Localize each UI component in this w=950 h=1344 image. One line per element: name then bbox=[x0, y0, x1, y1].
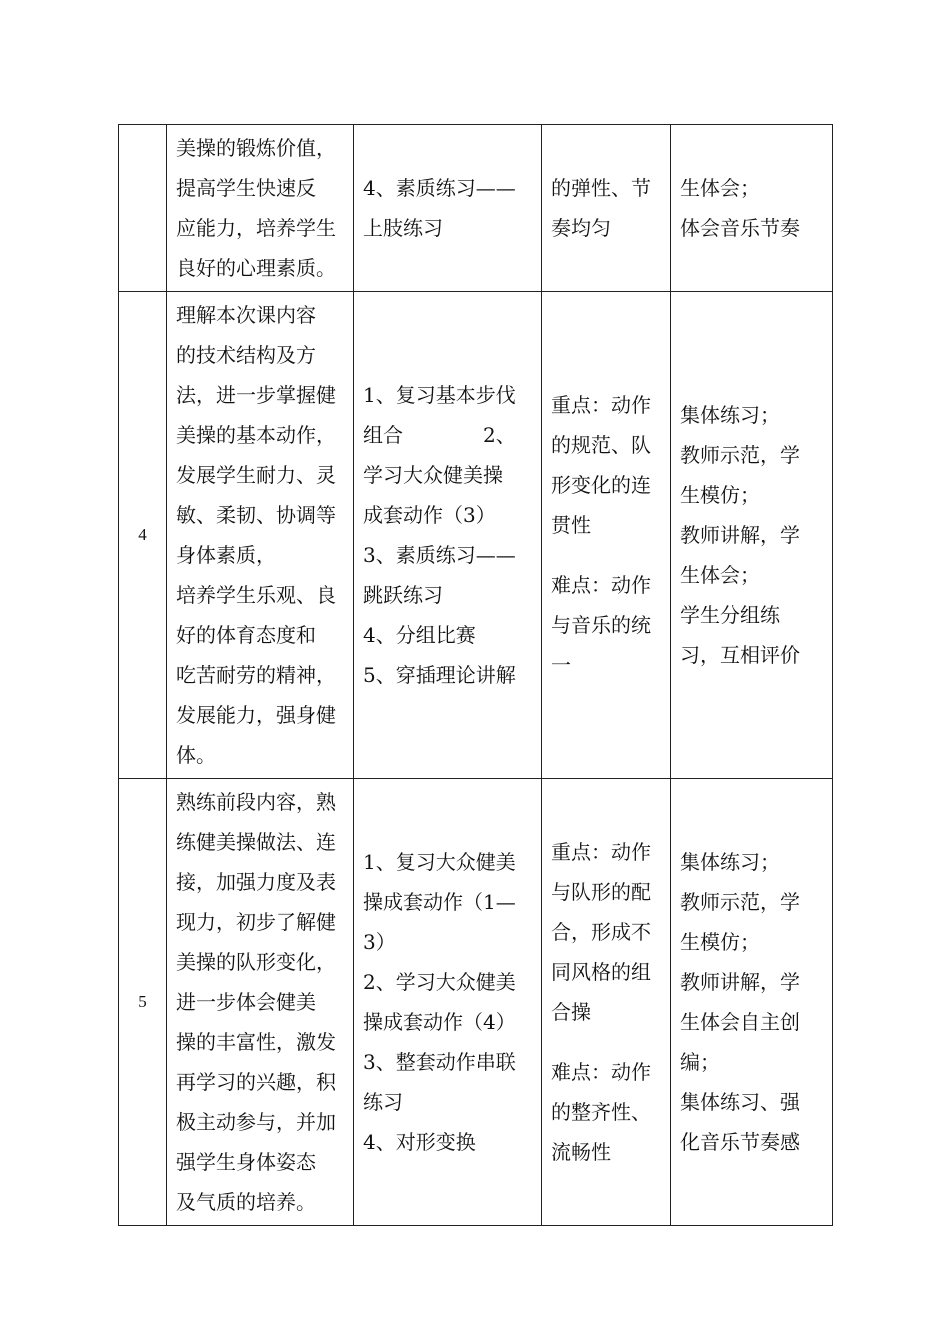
objectives-cell bbox=[167, 125, 354, 292]
content-line: 1、复习大众健美 bbox=[363, 850, 516, 874]
content-line: 4、素质练习—— bbox=[363, 176, 516, 200]
methods-line: 生模仿； bbox=[680, 930, 760, 954]
objectives-line: 操的丰富性，激发 bbox=[176, 1030, 336, 1054]
focus-line: 与队形的配 bbox=[551, 880, 651, 904]
lesson-number-cell bbox=[119, 125, 167, 292]
lesson-number-cell: 5 bbox=[119, 779, 167, 1226]
objectives-line: 美操的基本动作， bbox=[176, 423, 336, 447]
content-line: 练习 bbox=[363, 1090, 403, 1114]
methods-line: 习，互相评价 bbox=[680, 643, 800, 667]
methods-line: 教师示范，学 bbox=[680, 443, 800, 467]
content-line: 3） bbox=[363, 930, 396, 954]
content-line: 跳跃练习 bbox=[363, 583, 443, 607]
objectives-line: 理解本次课内容 bbox=[176, 303, 316, 327]
objectives-line: 的技术结构及方 bbox=[176, 343, 316, 367]
objectives-cell bbox=[167, 292, 354, 779]
focus-line: 奏均匀 bbox=[551, 216, 611, 240]
methods-line: 体会音乐节奏 bbox=[680, 216, 800, 240]
difficulty-line: 难点：动作 bbox=[551, 1060, 651, 1084]
difficulty-line: 的整齐性、 bbox=[551, 1100, 651, 1124]
focus-line: 重点：动作 bbox=[551, 393, 651, 417]
objectives-line: 及气质的培养。 bbox=[176, 1190, 316, 1214]
focus-line: 贯性 bbox=[551, 513, 591, 537]
objectives-line: 美操的队形变化， bbox=[176, 950, 336, 974]
focus-line: 形变化的连 bbox=[551, 473, 651, 497]
content-line: 上肢练习 bbox=[363, 216, 443, 240]
lesson-plan-table bbox=[118, 124, 833, 1226]
spacer bbox=[551, 1032, 661, 1052]
methods-cell bbox=[671, 779, 833, 1226]
objectives-line: 培养学生乐观、良 bbox=[176, 583, 336, 607]
objectives-line: 好的体育态度和 bbox=[176, 623, 316, 647]
objectives-line: 身体素质， bbox=[176, 543, 276, 567]
objectives-line: 进一步体会健美 bbox=[176, 990, 316, 1014]
objectives-line: 法，进一步掌握健 bbox=[176, 383, 336, 407]
content-line: 学习大众健美操 bbox=[363, 463, 503, 487]
content-line: 4、分组比赛 bbox=[363, 623, 476, 647]
methods-line: 编； bbox=[680, 1050, 720, 1074]
objectives-line: 发展学生耐力、灵 bbox=[176, 463, 336, 487]
table-row bbox=[119, 125, 833, 292]
content-line: 操成套动作（4） bbox=[363, 1010, 516, 1034]
objectives-line: 体。 bbox=[176, 743, 216, 767]
content-line: 2、学习大众健美 bbox=[363, 970, 516, 994]
table-row bbox=[119, 779, 833, 1226]
objectives-line: 敏、柔韧、协调等 bbox=[176, 503, 336, 527]
objectives-line: 极主动参与，并加 bbox=[176, 1110, 336, 1134]
methods-line: 集体练习； bbox=[680, 850, 780, 874]
objectives-line: 再学习的兴趣，积 bbox=[176, 1070, 336, 1094]
content-line: 4、对形变换 bbox=[363, 1130, 476, 1154]
objectives-line: 强学生身体姿态 bbox=[176, 1150, 316, 1174]
objectives-line: 熟练前段内容，熟 bbox=[176, 790, 336, 814]
objectives-line: 吃苦耐劳的精神， bbox=[176, 663, 336, 687]
content-cell bbox=[354, 779, 542, 1226]
objectives-line: 现力，初步了解健 bbox=[176, 910, 336, 934]
difficulty-line: 一 bbox=[551, 653, 571, 677]
methods-line: 生体会自主创 bbox=[680, 1010, 800, 1034]
objectives-line: 提高学生快速反 bbox=[176, 176, 316, 200]
difficulty-line: 难点：动作 bbox=[551, 573, 651, 597]
objectives-line: 良好的心理素质。 bbox=[176, 256, 336, 280]
content-line: 5、穿插理论讲解 bbox=[363, 663, 516, 687]
methods-line: 生体会； bbox=[680, 563, 760, 587]
content-line: 成套动作（3） bbox=[363, 503, 496, 527]
focus-line: 的弹性、节 bbox=[551, 176, 651, 200]
objectives-cell bbox=[167, 779, 354, 1226]
difficulty-line: 流畅性 bbox=[551, 1140, 611, 1164]
objectives-line: 接，加强力度及表 bbox=[176, 870, 336, 894]
objectives-line: 练健美操做法、连 bbox=[176, 830, 336, 854]
focus-line: 的规范、队 bbox=[551, 433, 651, 457]
methods-line: 教师讲解，学 bbox=[680, 970, 800, 994]
content-cell bbox=[354, 125, 542, 292]
methods-line: 集体练习； bbox=[680, 403, 780, 427]
content-line: 3、整套动作串联 bbox=[363, 1050, 516, 1074]
focus-line: 合，形成不 bbox=[551, 920, 651, 944]
methods-line: 教师示范，学 bbox=[680, 890, 800, 914]
methods-line: 化音乐节奏感 bbox=[680, 1130, 800, 1154]
table-row bbox=[119, 292, 833, 779]
content-line: 3、素质练习—— bbox=[363, 543, 516, 567]
focus-cell bbox=[542, 779, 671, 1226]
lesson-number-cell: 4 bbox=[119, 292, 167, 779]
content-line: 操成套动作（1— bbox=[363, 890, 516, 914]
spacer bbox=[551, 545, 661, 565]
content-line: 1、复习基本步伐 bbox=[363, 383, 516, 407]
objectives-line: 发展能力，强身健 bbox=[176, 703, 336, 727]
objectives-line: 应能力，培养学生 bbox=[176, 216, 336, 240]
methods-line: 生体会； bbox=[680, 176, 760, 200]
focus-line: 重点：动作 bbox=[551, 840, 651, 864]
methods-line: 生模仿； bbox=[680, 483, 760, 507]
methods-cell bbox=[671, 292, 833, 779]
content-cell bbox=[354, 292, 542, 779]
focus-cell bbox=[542, 125, 671, 292]
methods-line: 学生分组练 bbox=[680, 603, 780, 627]
focus-cell bbox=[542, 292, 671, 779]
methods-line: 集体练习、强 bbox=[680, 1090, 800, 1114]
methods-cell bbox=[671, 125, 833, 292]
objectives-line: 美操的锻炼价值， bbox=[176, 136, 336, 160]
methods-line: 教师讲解，学 bbox=[680, 523, 800, 547]
content-line: 组合 2、 bbox=[363, 423, 516, 447]
difficulty-line: 与音乐的统 bbox=[551, 613, 651, 637]
focus-line: 同风格的组 bbox=[551, 960, 651, 984]
focus-line: 合操 bbox=[551, 1000, 591, 1024]
